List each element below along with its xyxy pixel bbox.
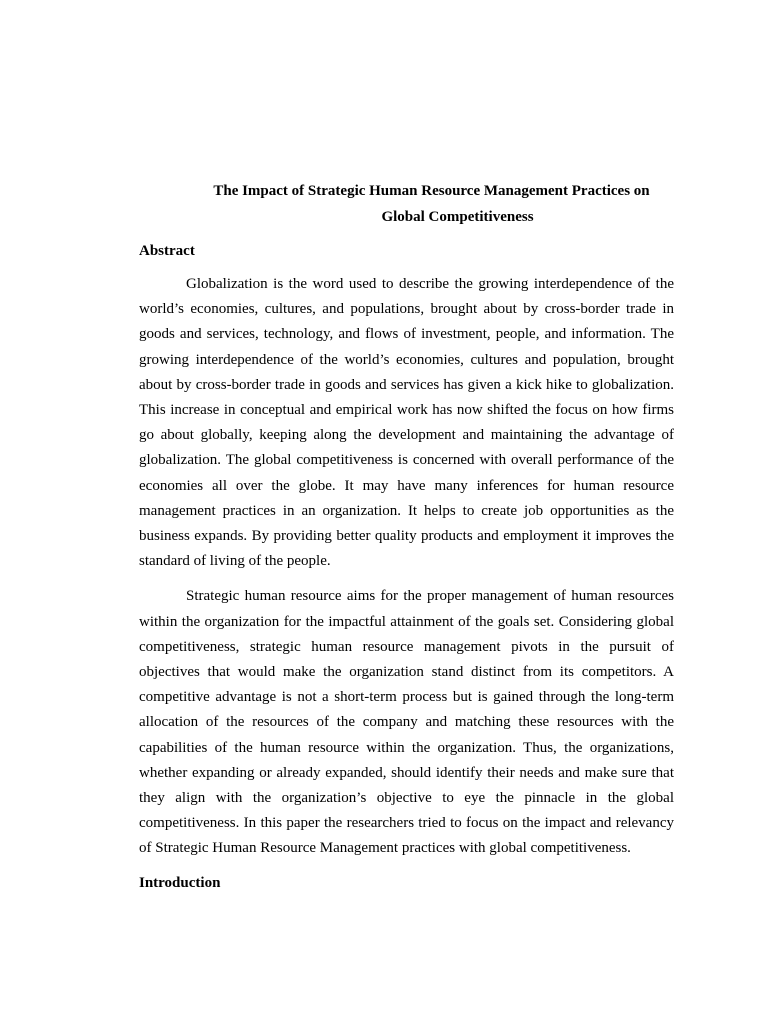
paper-title-line-2: Global Competitiveness — [381, 209, 534, 225]
paper-title — [139, 178, 674, 230]
abstract-paragraph-2: Strategic human resource aims for the proper management of human resources within the organization for the impactful attainment of the goals set. Considering global competitiveness, strategic human resource management pivots in the pursuit of objectives that would make the organization stand distinct from its competitors. A competitive advantage is not a short-term process but is gained through the long-term allocation of the resources of the company and matching these resources with the capabilities of the human resource within the organization. Thus, the organizations, whether expanding or already expanded, should identify their needs and make sure that they align with the organization’s objective to eye the pinnacle in the global competitiveness. In this paper the researchers tried to focus on the impact and relevancy of Strategic Human Resource Management practices with global competitiveness. — [139, 588, 674, 857]
document-page — [139, 178, 674, 894]
abstract-heading: Abstract — [139, 243, 195, 259]
abstract-paragraph-1: Globalization is the word used to describe the growing interdependence of the world’s economies, cultures, and populations, brought about by cross-border trade in goods and services, technology, and flows of investment, people, and information. The growing interdependence of the world’s economies, cultures and population, brought about by cross-border trade in goods and services has given a kick hike to globalization. This increase in conceptual and empirical work has now shifted the focus on how firms go about globally, keeping along the development and maintaining the advantage of globalization. The global competitiveness is concerned with overall performance of the economies all over the globe. It may have many inferences for human resource management practices in an organization. It helps to create job opportunities as the business expands. By providing better quality products and employment it improves the standard of living of the people. — [139, 276, 674, 570]
introduction-heading: Introduction — [139, 874, 221, 891]
paper-title-line-1: The Impact of Strategic Human Resource Management Practices on — [213, 183, 650, 199]
